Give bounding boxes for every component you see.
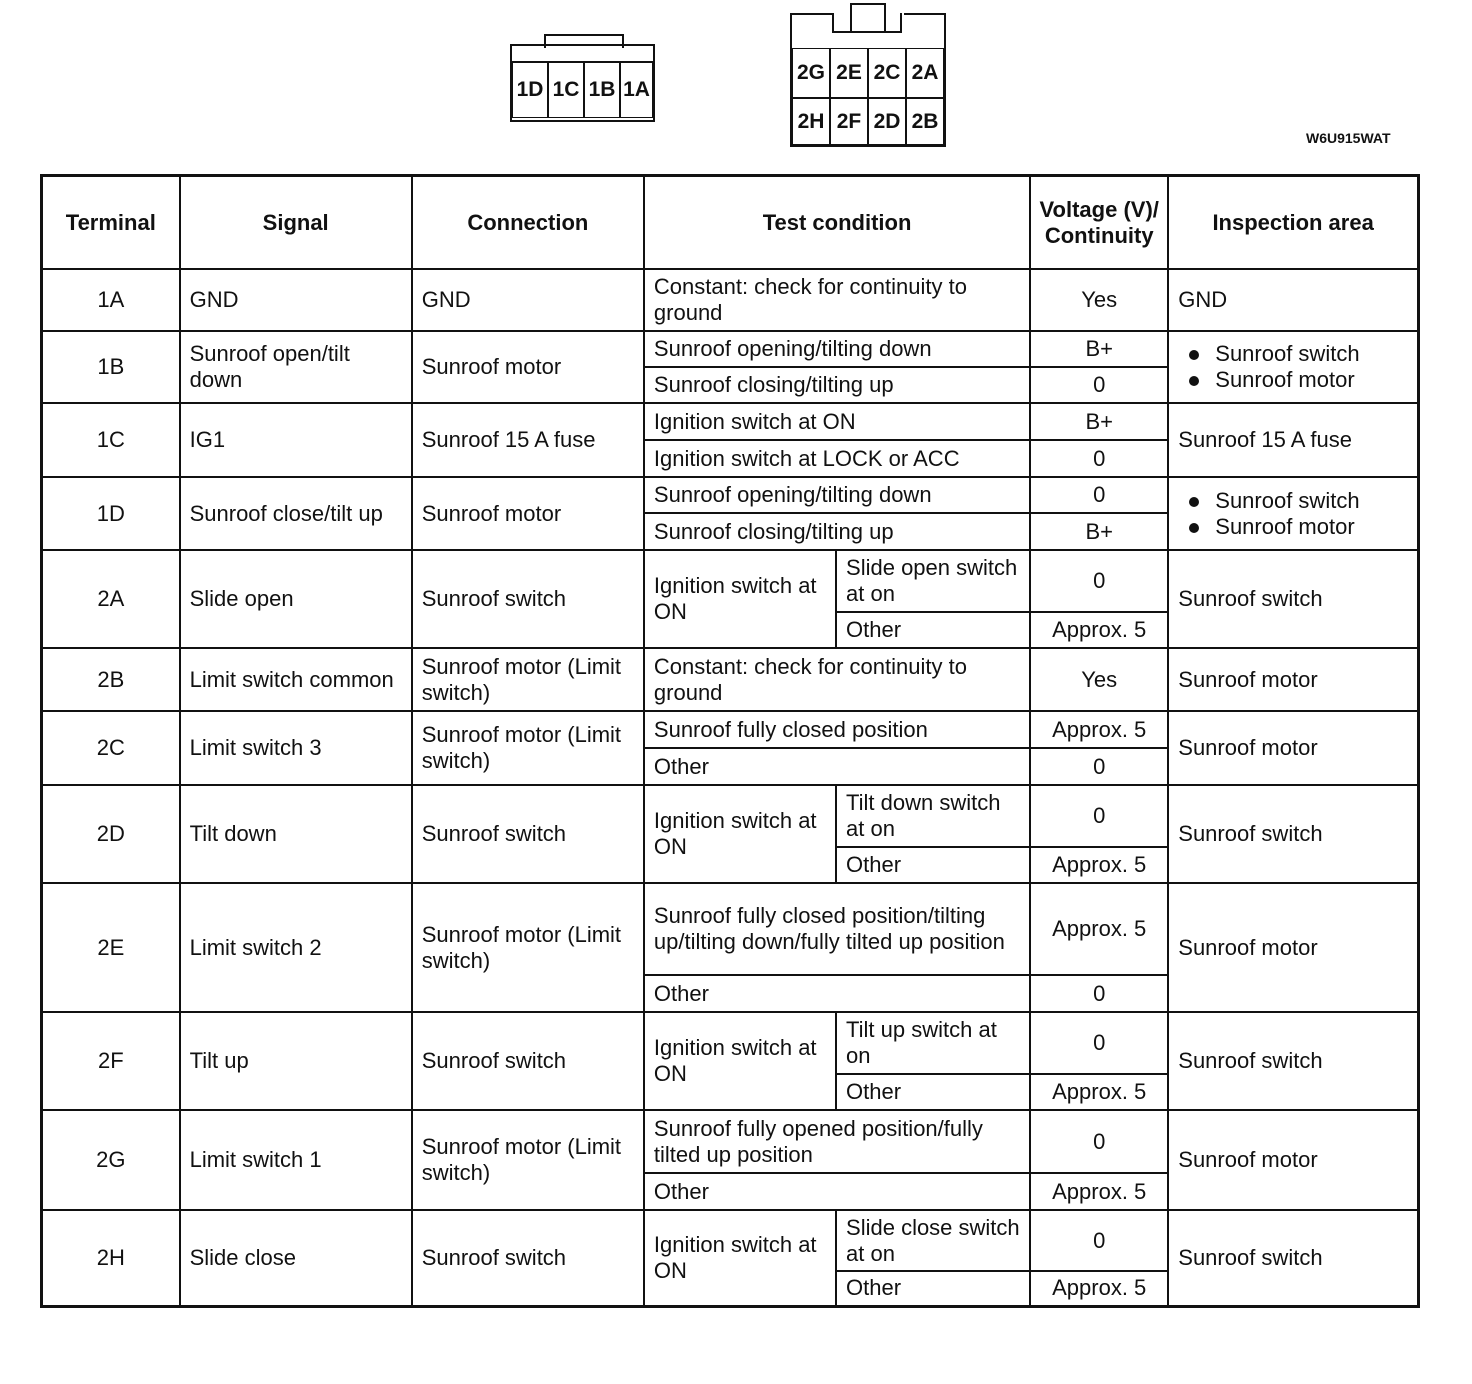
terminal-cell: 2D xyxy=(42,785,180,883)
test-condition-main: Ignition switch at ON xyxy=(644,1012,836,1110)
inspection-area-cell: Sunroof motor xyxy=(1168,711,1418,785)
voltage-value: Yes xyxy=(1030,648,1168,711)
voltage-value: B+ xyxy=(1030,331,1168,367)
voltage-value: 0 xyxy=(1030,1012,1168,1074)
inspection-area-cell: Sunroof switch xyxy=(1168,550,1418,648)
figure-code: W6U915WAT xyxy=(1306,130,1391,146)
inspection-area-cell: Sunroof motor xyxy=(1168,648,1418,711)
test-condition-cell: Other xyxy=(644,748,1030,785)
connector-pin-2e: 2E xyxy=(830,48,868,98)
terminal-cell: 1C xyxy=(42,403,180,477)
connector-pin-2d: 2D xyxy=(868,98,906,145)
test-condition-cell: Sunroof opening/tilting down xyxy=(644,477,1030,513)
test-condition-sub: Slide open switch at on xyxy=(836,550,1030,612)
table-row xyxy=(42,1110,1419,1173)
connection-cell: Sunroof switch xyxy=(412,550,644,648)
voltage-value: Approx. 5 xyxy=(1030,1074,1168,1110)
connector-pin-2c: 2C xyxy=(868,48,906,98)
signal-cell: Tilt down xyxy=(180,785,412,883)
inspection-area-cell: Sunroof motor xyxy=(1168,1110,1418,1210)
test-condition-sub: Other xyxy=(836,612,1030,648)
connector-1-diagram xyxy=(510,44,655,122)
test-condition-sub: Other xyxy=(836,1074,1030,1110)
terminal-cell: 1D xyxy=(42,477,180,550)
table-row xyxy=(42,331,1419,367)
inspection-list-item: Sunroof switch xyxy=(1178,341,1408,367)
signal-cell: Limit switch 1 xyxy=(180,1110,412,1210)
test-condition-cell: Sunroof closing/tilting up xyxy=(644,367,1030,403)
connector-pin-2b: 2B xyxy=(906,98,944,145)
inspection-area-cell xyxy=(1168,331,1418,403)
terminal-cell: 2E xyxy=(42,883,180,1012)
connection-cell: Sunroof motor (Limit switch) xyxy=(412,711,644,785)
terminal-cell: 2F xyxy=(42,1012,180,1110)
connector-pin-1b: 1B xyxy=(584,62,620,118)
terminal-cell: 2H xyxy=(42,1210,180,1306)
test-condition-sub: Tilt down switch at on xyxy=(836,785,1030,847)
signal-cell: Sunroof open/tilt down xyxy=(180,331,412,403)
test-condition-cell: Sunroof opening/tilting down xyxy=(644,331,1030,367)
signal-cell: Slide open xyxy=(180,550,412,648)
terminal-cell: 2A xyxy=(42,550,180,648)
header-signal: Signal xyxy=(180,176,412,270)
connection-cell: Sunroof switch xyxy=(412,1210,644,1306)
voltage-value: Approx. 5 xyxy=(1030,711,1168,748)
signal-cell: Limit switch 2 xyxy=(180,883,412,1012)
test-condition-cell: Sunroof fully closed position/tilting up/tilting down/fully tilted up position xyxy=(644,883,1030,975)
test-condition-cell: Ignition switch at ON xyxy=(644,403,1030,440)
connection-cell: Sunroof motor (Limit switch) xyxy=(412,648,644,711)
terminal-cell: 1B xyxy=(42,331,180,403)
connection-cell: Sunroof motor (Limit switch) xyxy=(412,1110,644,1210)
connection-cell: Sunroof switch xyxy=(412,1012,644,1110)
table-row xyxy=(42,550,1419,612)
voltage-value: 0 xyxy=(1030,975,1168,1012)
connector-pin-1c: 1C xyxy=(548,62,584,118)
header-voltage: Voltage (V)/Continuity xyxy=(1030,176,1168,270)
header-test-condition: Test condition xyxy=(644,176,1030,270)
voltage-value: 0 xyxy=(1030,1210,1168,1271)
inspection-list xyxy=(1178,341,1408,393)
terminal-cell: 1A xyxy=(42,269,180,331)
table-row xyxy=(42,403,1419,440)
connector-pin-2a: 2A xyxy=(906,48,944,98)
inspection-list-item: Sunroof motor xyxy=(1178,367,1408,393)
connector-pin-2g: 2G xyxy=(792,48,830,98)
test-condition-sub: Tilt up switch at on xyxy=(836,1012,1030,1074)
voltage-value: 0 xyxy=(1030,1110,1168,1173)
connector-2-latch xyxy=(850,3,886,33)
connection-cell: Sunroof motor xyxy=(412,477,644,550)
inspection-list-item: Sunroof motor xyxy=(1178,514,1408,540)
table-row xyxy=(42,269,1419,331)
voltage-value: Approx. 5 xyxy=(1030,847,1168,883)
voltage-value: Approx. 5 xyxy=(1030,1271,1168,1306)
test-condition-cell: Constant: check for continuity to ground xyxy=(644,269,1030,331)
test-condition-main: Ignition switch at ON xyxy=(644,550,836,648)
signal-cell: Limit switch common xyxy=(180,648,412,711)
test-condition-cell: Ignition switch at LOCK or ACC xyxy=(644,440,1030,477)
test-condition-sub: Other xyxy=(836,847,1030,883)
inspection-area-cell: Sunroof 15 A fuse xyxy=(1168,403,1418,477)
connection-cell: Sunroof 15 A fuse xyxy=(412,403,644,477)
signal-cell: Slide close xyxy=(180,1210,412,1306)
inspection-list-item: Sunroof switch xyxy=(1178,488,1408,514)
terminal-cell: 2B xyxy=(42,648,180,711)
inspection-area-cell: Sunroof motor xyxy=(1168,883,1418,1012)
table-row xyxy=(42,477,1419,513)
voltage-value: 0 xyxy=(1030,748,1168,785)
voltage-value: B+ xyxy=(1030,403,1168,440)
test-condition-cell: Other xyxy=(644,975,1030,1012)
voltage-value: Approx. 5 xyxy=(1030,1173,1168,1210)
header-terminal: Terminal xyxy=(42,176,180,270)
terminal-cell: 2C xyxy=(42,711,180,785)
test-condition-cell: Other xyxy=(644,1173,1030,1210)
voltage-value: Approx. 5 xyxy=(1030,612,1168,648)
voltage-value: 0 xyxy=(1030,785,1168,847)
terminal-inspection-table xyxy=(40,174,1420,1308)
voltage-value: Approx. 5 xyxy=(1030,883,1168,975)
inspection-area-cell: Sunroof switch xyxy=(1168,1210,1418,1306)
table-row xyxy=(42,785,1419,847)
connector-2-diagram xyxy=(790,13,946,147)
signal-cell: IG1 xyxy=(180,403,412,477)
voltage-value: B+ xyxy=(1030,513,1168,550)
connector-pin-2h: 2H xyxy=(792,98,830,145)
table-header-row xyxy=(42,176,1419,270)
signal-cell: Limit switch 3 xyxy=(180,711,412,785)
inspection-area-cell: GND xyxy=(1168,269,1418,331)
connector-1-latch xyxy=(544,34,624,48)
header-connection: Connection xyxy=(412,176,644,270)
signal-cell: Sunroof close/tilt up xyxy=(180,477,412,550)
table-row xyxy=(42,1012,1419,1074)
connector-pin-1a: 1A xyxy=(620,62,653,118)
test-condition-cell: Sunroof fully opened position/fully tilted up position xyxy=(644,1110,1030,1173)
connector-pin-2f: 2F xyxy=(830,98,868,145)
table-row xyxy=(42,711,1419,748)
connection-cell: Sunroof switch xyxy=(412,785,644,883)
voltage-value: 0 xyxy=(1030,550,1168,612)
voltage-value: 0 xyxy=(1030,477,1168,513)
inspection-area-cell: Sunroof switch xyxy=(1168,785,1418,883)
header-inspection-area: Inspection area xyxy=(1168,176,1418,270)
test-condition-sub: Other xyxy=(836,1271,1030,1306)
connection-cell: Sunroof motor (Limit switch) xyxy=(412,883,644,1012)
table-row xyxy=(42,648,1419,711)
test-condition-main: Ignition switch at ON xyxy=(644,785,836,883)
voltage-value: Yes xyxy=(1030,269,1168,331)
table-row xyxy=(42,1210,1419,1271)
test-condition-cell: Sunroof fully closed position xyxy=(644,711,1030,748)
signal-cell: Tilt up xyxy=(180,1012,412,1110)
inspection-area-cell: Sunroof switch xyxy=(1168,1012,1418,1110)
connection-cell: Sunroof motor xyxy=(412,331,644,403)
connector-pin-1d: 1D xyxy=(512,62,548,118)
test-condition-sub: Slide close switch at on xyxy=(836,1210,1030,1271)
voltage-value: 0 xyxy=(1030,440,1168,477)
voltage-value: 0 xyxy=(1030,367,1168,403)
connection-cell: GND xyxy=(412,269,644,331)
test-condition-cell: Constant: check for continuity to ground xyxy=(644,648,1030,711)
inspection-list xyxy=(1178,488,1408,540)
signal-cell: GND xyxy=(180,269,412,331)
table-row xyxy=(42,883,1419,975)
terminal-cell: 2G xyxy=(42,1110,180,1210)
test-condition-cell: Sunroof closing/tilting up xyxy=(644,513,1030,550)
inspection-area-cell xyxy=(1168,477,1418,550)
test-condition-main: Ignition switch at ON xyxy=(644,1210,836,1306)
